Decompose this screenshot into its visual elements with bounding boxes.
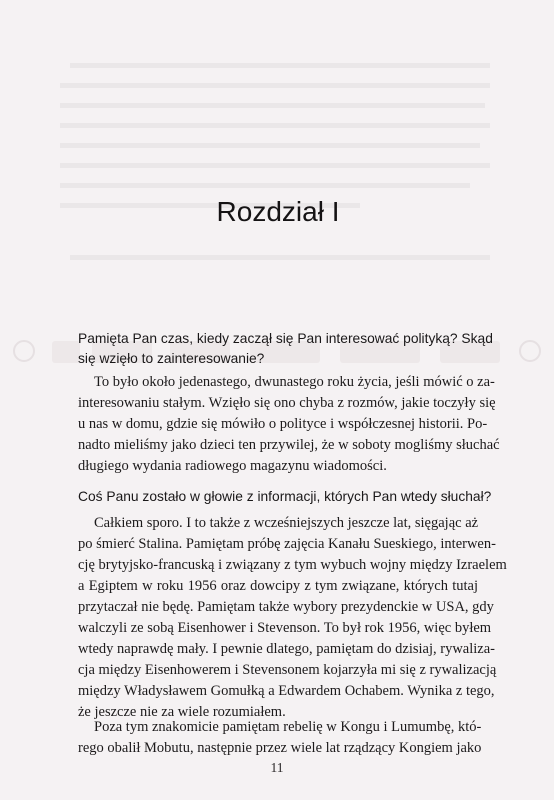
question-1 [78,329,493,369]
answer-2-line: przytaczał nie będę. Pamiętam także wybory prezydenckie w USA, gdy [78,599,494,615]
chapter-title: Rozdział I [216,196,340,227]
answer-2-line: a Egiptem w roku 1956 oraz dowcipy z tym związane, których tutaj [78,578,478,594]
question-1-line: Pamięta Pan czas, kiedy zaczął się Pan interesować polityką? Skąd [78,331,493,346]
answer-2-line: cję brytyjsko-francuską i związany z tym wybuch wojny między Izraelem [78,557,507,573]
answer-2-line: wtedy naprawdę mały. I pewnie dlatego, pamiętam do dzisiaj, rywaliza- [78,641,495,657]
answer-2-line: cja między Eisenhowerem i Stevensonem kojarzyła mi się z rywalizacją [78,662,497,678]
answer-1-line: długiego wydania radiowego magazynu wiadomości. [78,458,387,474]
answer-3-line: rego obalił Mobutu, następnie przez wiele lat rządzący Kongiem jako [78,740,482,756]
answer-2-line: walczyli ze sobą Eisenhower i Stevenson. To był rok 1956, więc byłem [78,620,492,636]
answer-1-line: nadto mieliśmy jako dzieci ten przywilej, że w soboty mogliśmy słuchać [78,437,500,453]
answer-1-line: To było około jedenastego, dwunastego roku życia, jeśli mówić o za- [94,374,495,390]
answer-2-line: Całkiem sporo. I to także z wcześniejszych jeszcze lat, sięgając aż [94,515,479,531]
question-2-line: Coś Panu zostało w głowie z informacji, których Pan wtedy słuchał? [78,489,492,504]
answer-1-line: interesowaniu stałym. Wzięło się ono chyba z rozmów, jakie toczyły się [78,395,496,411]
answer-2-line: że jeszcze nie za wiele rozumiałem. [78,704,286,720]
page-number: 11 [270,760,284,775]
answer-3-line: Poza tym znakomicie pamiętam rebelię w Kongu i Lumumbę, któ- [94,719,482,735]
answer-1-line: u nas w domu, gdzie się mówiło o polityce i współczesnej historii. Po- [78,416,488,432]
question-1-line: się wzięło to zainteresowanie? [78,351,265,366]
show-through-text [60,55,500,265]
answer-1 [78,372,500,477]
question-2 [78,487,492,507]
answer-2-line: po śmierć Stalina. Pamiętam próbę zajęcia Kanału Sueskiego, interwen- [78,536,496,552]
answer-2-line: między Władysławem Gomułką a Edwardem Ochabem. Wynika z tego, [78,683,495,699]
answer-3 [78,717,482,759]
answer-2 [78,513,507,723]
